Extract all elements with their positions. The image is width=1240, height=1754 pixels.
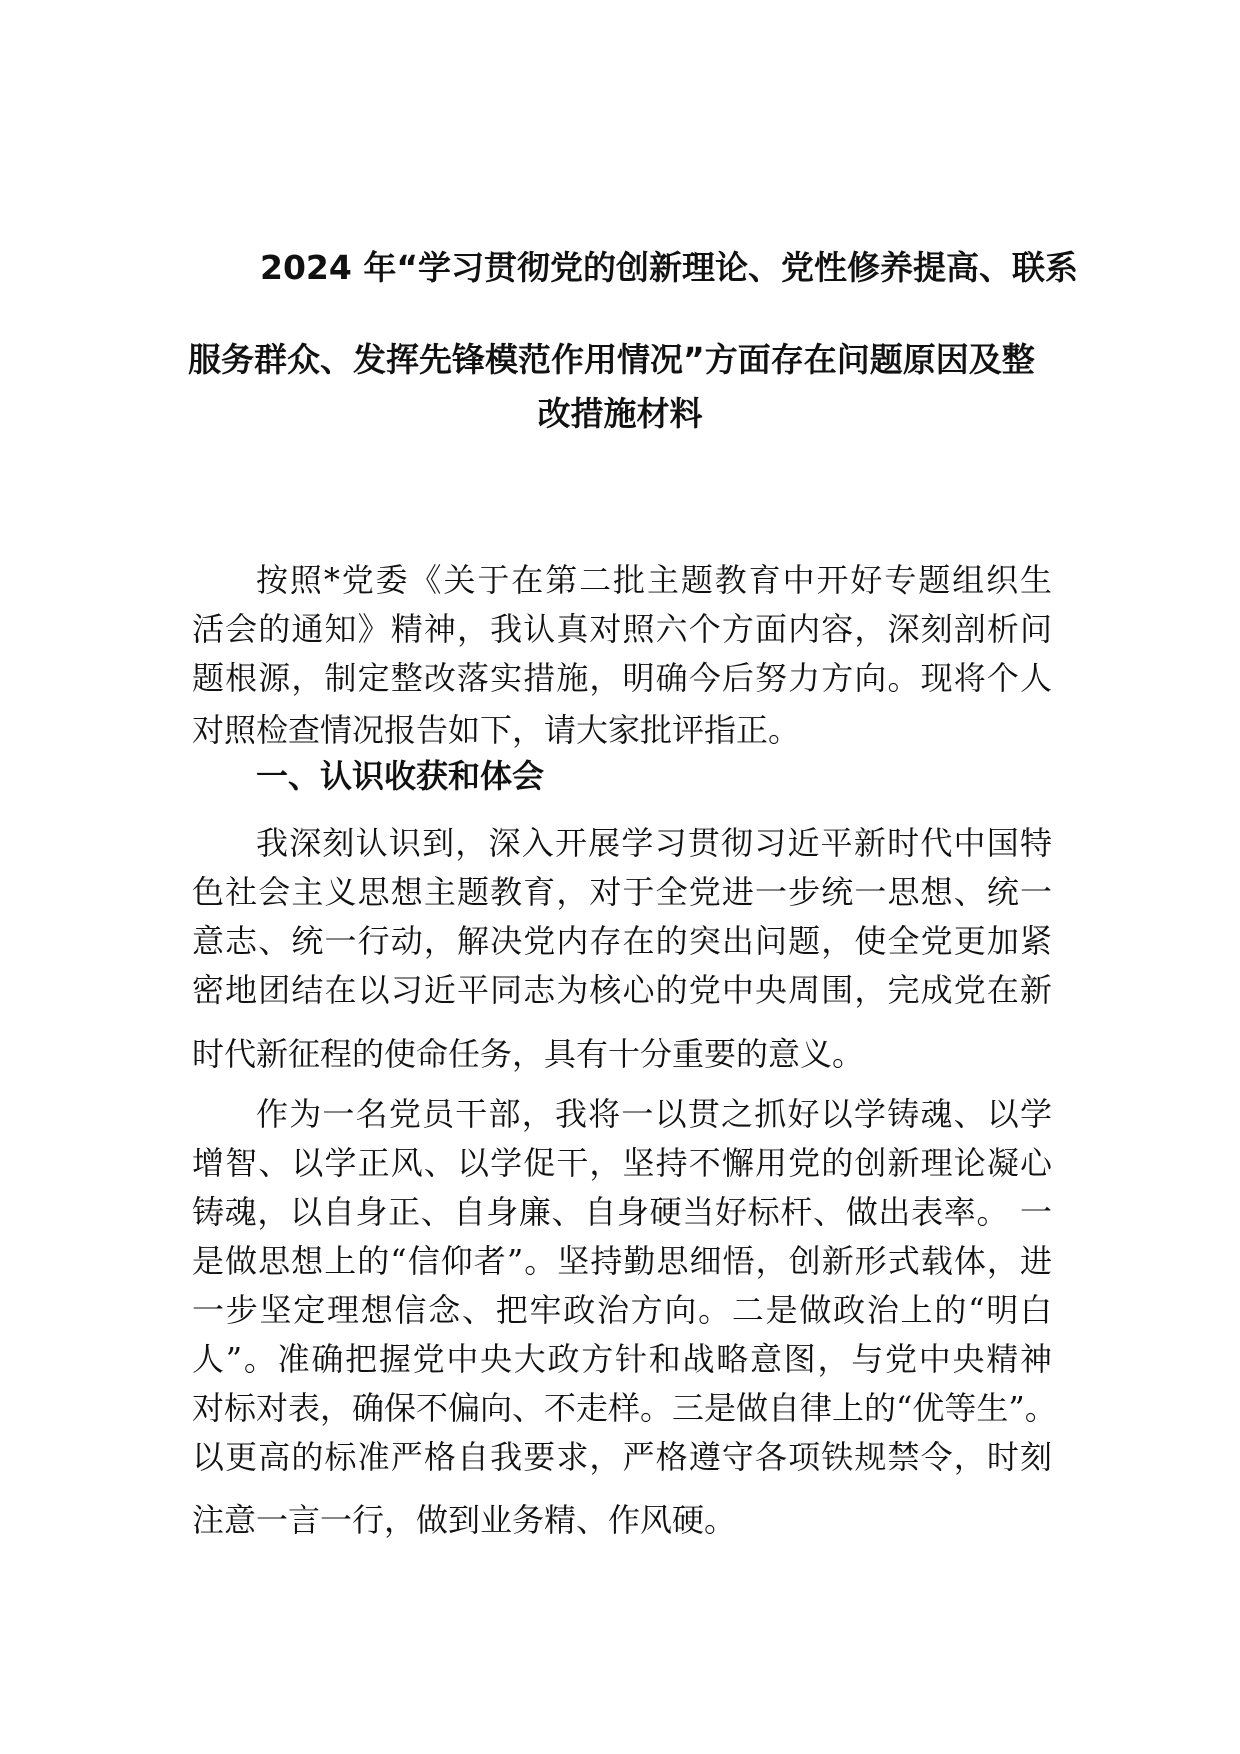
paragraph-line: 时代新征程的使命任务，具有十分重要的意义。 bbox=[192, 1035, 865, 1073]
paragraph-line: 增智、以学正风、以学促干，坚持不懈用党的创新理论凝心 bbox=[192, 1144, 1052, 1182]
paragraph-line: 是做思想上的“信仰者”。坚持勤思细悟，创新形式载体，进 bbox=[192, 1242, 1052, 1280]
paragraph-line: 色社会主义思想主题教育，对于全党进一步统一思想、统一 bbox=[192, 873, 1052, 911]
intro-line: 对照检查情况报告如下，请大家批评指正。 bbox=[192, 711, 801, 749]
paragraph-line: 我深刻认识到，深入开展学习贯彻习近平新时代中国特 bbox=[256, 824, 1052, 862]
paragraph-line: 人”。准确把握党中央大政方针和战略意图，与党中央精神 bbox=[192, 1340, 1052, 1378]
section-heading: 一、认识收获和体会 bbox=[256, 757, 545, 795]
paragraph-line: 铸魂，以自身正、自身廉、自身硬当好标杆、做出表率。 一 bbox=[192, 1193, 1052, 1231]
intro-line: 活会的通知》精神，我认真对照六个方面内容，深刻剖析问 bbox=[192, 610, 1052, 648]
intro-line: 题根源，制定整改落实措施，明确今后努力方向。现将个人 bbox=[192, 659, 1052, 697]
title-line-2: 服务群众、发挥先锋模范作用情况”方面存在问题原因及整 bbox=[188, 340, 1035, 379]
title-line-3: 改措施材料 bbox=[537, 394, 703, 433]
intro-line: 按照*党委《关于在第二批主题教育中开好专题组织生 bbox=[256, 561, 1052, 599]
paragraph-line: 对标对表，确保不偏向、不走样。三是做自律上的“优等生”。 bbox=[192, 1389, 1057, 1427]
paragraph-line: 意志、统一行动，解决党内存在的突出问题，使全党更加紧 bbox=[192, 922, 1052, 960]
paragraph-line: 注意一言一行，做到业务精、作风硬。 bbox=[192, 1501, 737, 1539]
paragraph-line: 以更高的标准严格自我要求，严格遵守各项铁规禁令，时刻 bbox=[192, 1438, 1052, 1476]
paragraph-line: 一步坚定理想信念、把牢政治方向。二是做政治上的“明白 bbox=[192, 1291, 1052, 1329]
paragraph-line: 作为一名党员干部，我将一以贯之抓好以学铸魂、以学 bbox=[256, 1095, 1052, 1133]
paragraph-line: 密地团结在以习近平同志为核心的党中央周围，完成党在新 bbox=[192, 971, 1052, 1009]
title-line-1: 2024 年“学习贯彻党的创新理论、党性修养提高、联系 bbox=[260, 248, 1079, 287]
